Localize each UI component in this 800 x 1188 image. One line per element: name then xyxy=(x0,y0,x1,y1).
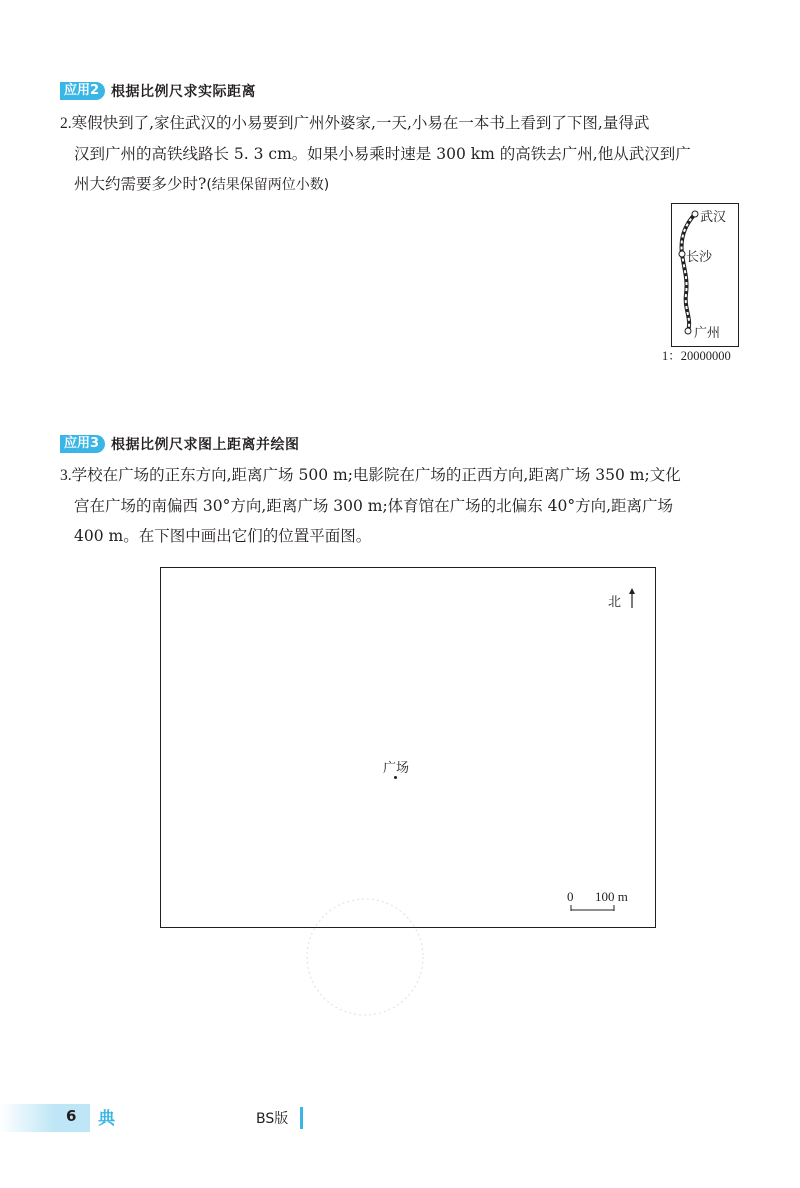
plaza-point xyxy=(394,776,397,779)
question-number: 3. xyxy=(60,467,72,484)
scale-label: 100 m xyxy=(595,889,628,904)
north-label: 北 xyxy=(608,595,622,610)
question-text-line3: 400 m。在下图中画出它们的位置平面图。 xyxy=(74,527,372,545)
question-text-line2: 宫在广场的南偏西 30°方向,距离广场 300 m;体育馆在广场的北偏东 40°方向,距离广场 xyxy=(74,497,674,515)
question-hint: (结果保留两位小数) xyxy=(206,177,330,193)
brand-logo: 典 xyxy=(98,1109,115,1129)
question-text-line1: 学校在广场的正东方向,距离广场 500 m;电影院在广场的正西方向,距离广场 350 m;文化 xyxy=(71,466,681,484)
question-text-line1: 寒假快到了,家住武汉的小易要到广州外婆家,一天,小易在一本书上看到了下图,量得武 xyxy=(71,114,650,132)
footer-divider xyxy=(300,1107,303,1129)
section-header-apply3 xyxy=(60,433,300,455)
section-tag: 应用2 xyxy=(60,82,105,100)
question-text-line3: 州大约需要多少时? xyxy=(74,175,207,193)
drawing-area[interactable] xyxy=(160,567,656,928)
question-2 xyxy=(60,108,750,200)
railway-map xyxy=(671,203,739,347)
city-wuhan: 武汉 xyxy=(700,210,727,225)
page-footer xyxy=(0,1104,800,1132)
north-arrow-icon xyxy=(627,588,637,610)
scale-zero: 0 xyxy=(567,889,574,904)
plaza-label: 广场 xyxy=(383,761,410,776)
section-header-apply2 xyxy=(60,80,256,102)
edition-label: BS版 xyxy=(256,1111,289,1127)
footer-band xyxy=(0,1104,90,1132)
scale-bar-line xyxy=(570,904,620,912)
question-text-line2: 汉到广州的高铁线路长 5. 3 cm。如果小易乘时速是 300 km 的高铁去广州,他从武汉到广 xyxy=(74,145,691,163)
north-indicator xyxy=(608,591,621,610)
watermark-stamp-icon xyxy=(300,892,430,1022)
section-tag: 应用3 xyxy=(60,435,105,453)
section-title: 根据比例尺求实际距离 xyxy=(111,84,257,100)
city-changsha: 长沙 xyxy=(686,250,713,265)
section-title: 根据比例尺求图上距离并绘图 xyxy=(111,437,300,453)
map-scale: 1：20000000 xyxy=(662,349,731,363)
question-3 xyxy=(60,460,750,551)
city-guangzhou: 广州 xyxy=(694,326,721,341)
page-number: 6 xyxy=(66,1107,77,1125)
question-number: 2. xyxy=(60,115,72,132)
